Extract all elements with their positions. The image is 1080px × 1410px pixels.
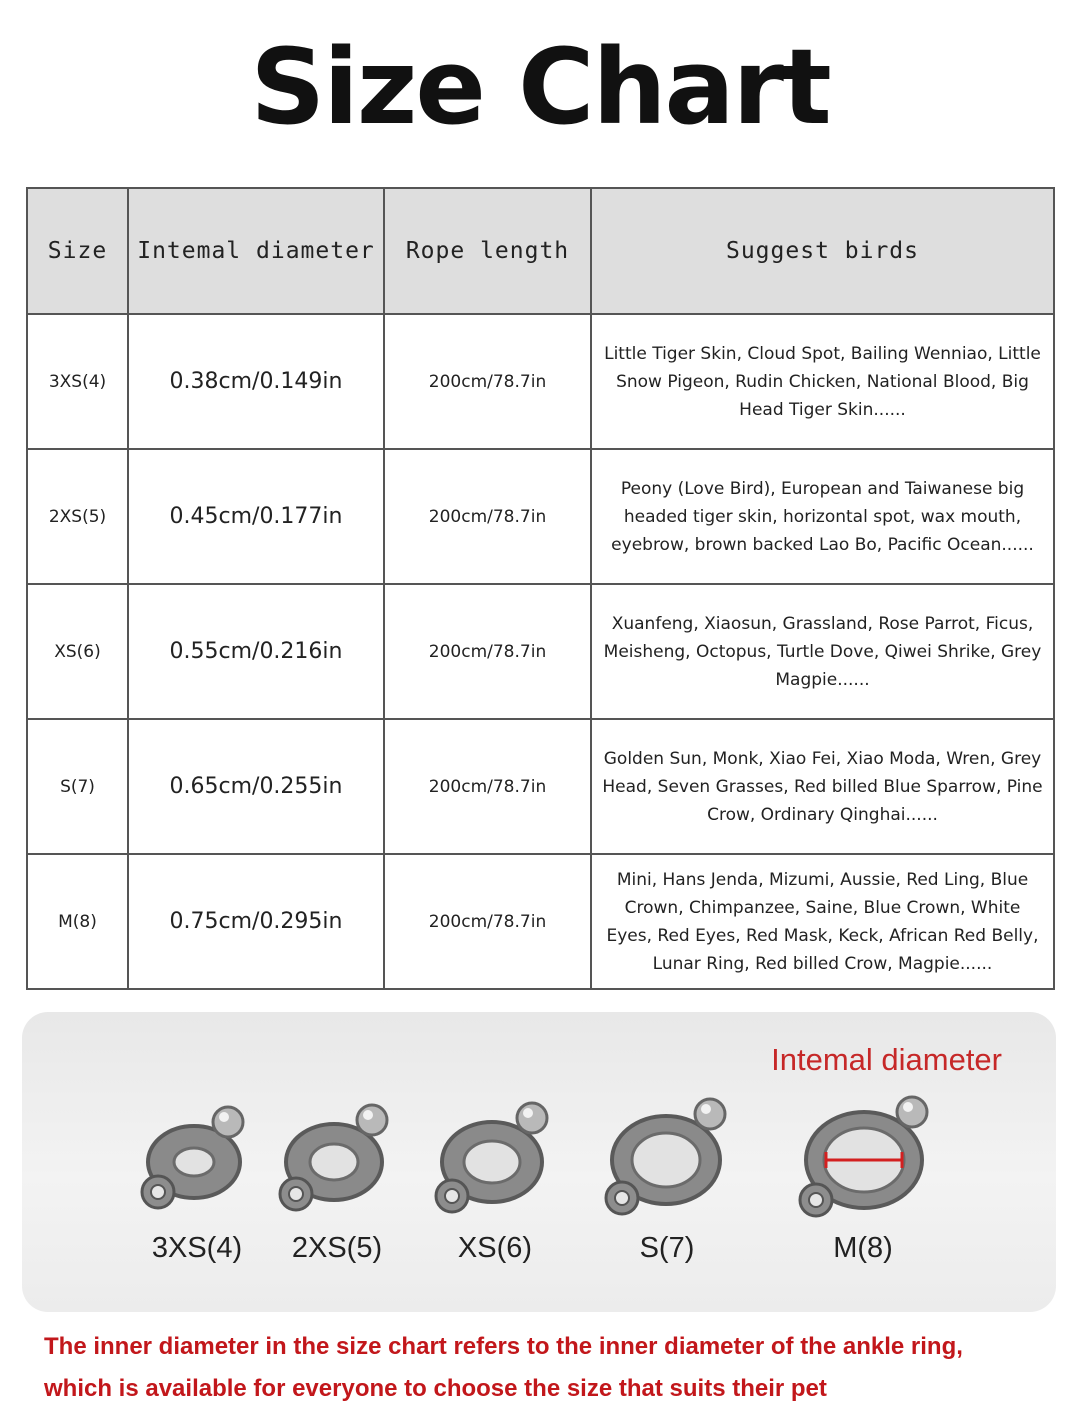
size-cell: XS(6) — [27, 584, 128, 719]
note-line-1: The inner diameter in the size chart refers to the inner diameter of the ankle ring, — [44, 1333, 963, 1360]
size-cell: M(8) — [27, 854, 128, 989]
ring-s — [592, 1082, 742, 1292]
table-row — [27, 719, 1054, 854]
diameter-cell: 0.45cm/0.177in — [128, 449, 384, 584]
size-cell: 3XS(4) — [27, 314, 128, 449]
table-header-row — [27, 188, 1054, 314]
ankle-ring-icon — [420, 1082, 570, 1232]
birds-cell: Peony (Love Bird), European and Taiwanese big headed tiger skin, horizontal spot, wax mouth, eyebrow, brown backed Lao Bo, Pacific Ocean...... — [591, 449, 1054, 584]
diameter-cell: 0.55cm/0.216in — [128, 584, 384, 719]
internal-diameter-label: Intemal diameter — [771, 1042, 1002, 1077]
rope-cell: 200cm/78.7in — [384, 719, 591, 854]
ring-size-label: 3XS(4) — [151, 1232, 243, 1264]
ring-size-label: 2XS(5) — [291, 1232, 383, 1264]
ring-size-label: S(7) — [639, 1232, 695, 1264]
rope-cell: 200cm/78.7in — [384, 314, 591, 449]
birds-cell: Xuanfeng, Xiaosun, Grassland, Rose Parrot, Ficus, Meisheng, Octopus, Turtle Dove, Qiwei Shrike, Grey Magpie...... — [591, 584, 1054, 719]
table-row — [27, 854, 1054, 989]
table-row — [27, 314, 1054, 449]
header-suggest-birds: Suggest birds — [591, 188, 1054, 314]
size-cell: 2XS(5) — [27, 449, 128, 584]
ankle-ring-icon — [122, 1082, 272, 1232]
table-row — [27, 584, 1054, 719]
rope-cell: 200cm/78.7in — [384, 854, 591, 989]
ring-size-label: M(8) — [833, 1232, 893, 1264]
ankle-ring-icon — [262, 1082, 412, 1232]
ring-m — [788, 1082, 938, 1292]
ring-2xs — [262, 1082, 412, 1292]
diameter-cell: 0.75cm/0.295in — [128, 854, 384, 989]
header-internal-diameter: Intemal diameter — [128, 188, 384, 314]
birds-cell: Golden Sun, Monk, Xiao Fei, Xiao Moda, Wren, Grey Head, Seven Grasses, Red billed Blue Sparrow, Pine Crow, Ordinary Qinghai...... — [591, 719, 1054, 854]
ring-photo-panel — [22, 1012, 1056, 1312]
diameter-cell: 0.65cm/0.255in — [128, 719, 384, 854]
ankle-ring-icon — [788, 1082, 938, 1232]
ring-size-label: XS(6) — [457, 1232, 533, 1264]
size-table — [26, 187, 1055, 990]
birds-cell: Little Tiger Skin, Cloud Spot, Bailing Wenniao, Little Snow Pigeon, Rudin Chicken, National Blood, Big Head Tiger Skin...... — [591, 314, 1054, 449]
header-rope-length: Rope length — [384, 188, 591, 314]
diameter-cell: 0.38cm/0.149in — [128, 314, 384, 449]
note-line-2: which is available for everyone to choose the size that suits their pet — [44, 1375, 827, 1402]
size-cell: S(7) — [27, 719, 128, 854]
ring-xs — [420, 1082, 570, 1292]
birds-cell: Mini, Hans Jenda, Mizumi, Aussie, Red Ling, Blue Crown, Chimpanzee, Saine, Blue Crown, White Eyes, Red Eyes, Red Mask, Keck, African Red Belly, Lunar Ring, Red billed Crow, Magpie...... — [591, 854, 1054, 989]
table-row — [27, 449, 1054, 584]
header-size: Size — [27, 188, 128, 314]
inner-diameter-note — [44, 1326, 1054, 1410]
rope-cell: 200cm/78.7in — [384, 584, 591, 719]
ankle-ring-icon — [592, 1082, 742, 1232]
page-title: Size Chart — [250, 26, 830, 148]
rope-cell: 200cm/78.7in — [384, 449, 591, 584]
